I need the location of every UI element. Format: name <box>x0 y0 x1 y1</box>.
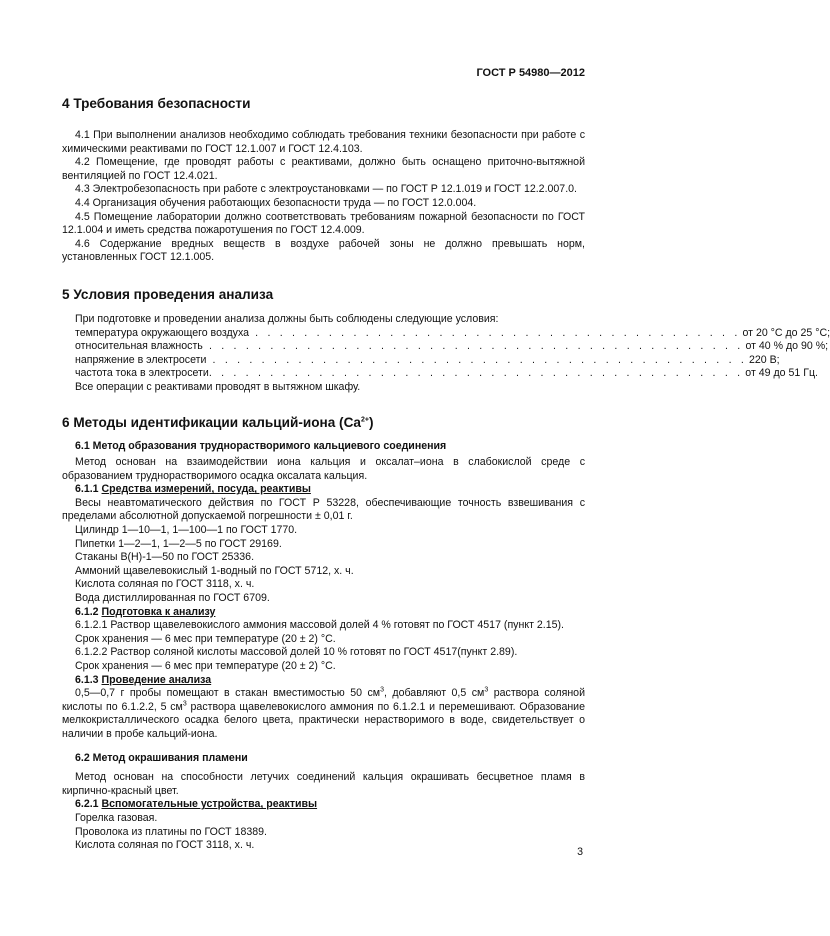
condition-row-voltage: напряжение в электросети . . . . . . . . . . . . . . . . . . . . . . . . . . . . . . . . . . . . . . . . . . . . 220 В; <box>75 353 780 366</box>
section-5-intro: При подготовке и проведении анализа должны быть соблюдены следующие условия: <box>75 312 499 325</box>
condition-value: от 20 °C до 25 °C; <box>742 326 830 339</box>
list-item: Кислота соляная по ГОСТ 3118, х. ч. <box>75 839 255 852</box>
list-item: Срок хранения — 6 мес при температуре (20 ± 2) °С. <box>75 632 336 645</box>
section-6-2-text: Метод основан на способности летучих соединений кальция окрашивать бесцветное пламя в кирпично-красный цвет. <box>62 771 585 797</box>
list-item: Цилиндр 1—10—1, 1—100—1 по ГОСТ 1770. <box>75 524 298 537</box>
document-header: ГОСТ Р 54980—2012 <box>476 67 585 79</box>
condition-row-humidity: относительная влажность . . . . . . . . . . . . . . . . . . . . . . . . . . . . . . . . . . . . . . . . . . . . от 40 % до 90 %; <box>75 340 829 353</box>
page-number: 3 <box>577 846 583 858</box>
list-item: Вода дистиллированная по ГОСТ 6709. <box>75 592 270 605</box>
paragraph-4-6: 4.6 Содержание вредных веществ в воздухе рабочей зоны не должно превышать норм, установленных ГОСТ 12.1.005. <box>62 237 585 264</box>
list-item: 6.1.2.1 Раствор щавелевокислого аммония массовой долей 4 % готовят по ГОСТ 4517 (пункт 2.15). <box>75 619 564 632</box>
document-body <box>62 96 830 853</box>
list-item: Горелка газовая. <box>75 811 158 824</box>
list-item: Проволока из платины по ГОСТ 18389. <box>75 825 268 838</box>
condition-row-temperature: температура окружающего воздуха . . . . . . . . . . . . . . . . . . . . . . . . . . . . . . . . . . . . . . . . от 20 °C до 25 °C; <box>75 326 830 339</box>
section-6-2-title: 6.2 Метод окрашивания пламени <box>75 751 248 764</box>
list-item: Весы неавтоматического действия по ГОСТ Р 53228, обеспечивающие точность взвешивания с пределами абсолютной допускаемой погрешности ± 0,01 г. <box>62 496 585 523</box>
list-item: Срок хранения — 6 мес при температуре (20 ± 2) °С. <box>75 660 336 672</box>
condition-value: от 49 до 51 Гц. <box>745 367 818 380</box>
section-6-1-2-heading: 6.1.2 Подготовка к анализу <box>75 605 216 618</box>
section-6-1-text: Метод основан на взаимодействии иона кальция и оксалат–иона в слабокислой среде с образованием труднорастворимого осадка оксалата кальция. <box>62 456 585 482</box>
list-item: Кислота соляная по ГОСТ 3118, х. ч. <box>75 578 255 591</box>
section-6-2-1-heading: 6.2.1 Вспомогательные устройства, реактивы <box>75 798 318 811</box>
list-item: Аммоний щавелевокислый 1-водный по ГОСТ 5712, х. ч. <box>75 564 354 577</box>
condition-value: от 40 % до 90 %; <box>745 340 829 353</box>
paragraph-4-4: 4.4 Организация обучения работающих безопасности труда — по ГОСТ 12.0.004. <box>75 196 477 209</box>
paragraph-4-5: 4.5 Помещение лаборатории должно соответствовать требованиям пожарной безопасности по ГОСТ 12.1.004 и иметь средства пожаротушения по ГОСТ 12.4.009. <box>62 210 585 237</box>
section-5-title: 5 Условия проведения анализа <box>62 286 274 302</box>
section-6-1-1-heading: 6.1.1 Средства измерений, посуда, реактивы <box>75 483 311 496</box>
condition-label: температура окружающего воздуха <box>75 326 250 339</box>
section-6-1-3-heading: 6.1.3 Проведение анализа <box>75 673 212 686</box>
section-4-title: 4 Требования безопасности <box>62 96 251 111</box>
condition-value: 220 В; <box>749 353 780 366</box>
list-item: 6.1.2.2 Раствор соляной кислоты массовой долей 10 % готовят по ГОСТ 4517(пункт 2.89). <box>75 646 518 659</box>
section-5-note: Все операции с реактивами проводят в вытяжном шкафу. <box>75 380 361 393</box>
condition-label: частота тока в электросети <box>75 367 209 380</box>
section-6-1-title: 6.1 Метод образования труднорастворимого кальциевого соединения <box>75 439 447 452</box>
paragraph-4-2: 4.2 Помещение, где проводят работы с реактивами, должно быть оснащено приточно-вытяжной вентиляцией по ГОСТ 12.4.021. <box>62 156 585 182</box>
condition-label: относительная влажность <box>75 340 203 353</box>
section-6-1-3-text: 0,5—0,7 г пробы помещают в стакан вместимостью 50 $см^3$, добавляют 0,5 $см^3$ раствора соляной кислоты по 6.1.2.2, 5 $см^3$ раствора щавелевокислого аммония по 6.1.2.1 и перемешивают. Образование мелкокристаллического осадка белого цвета, практически нерастворимого в воде, свидетельствует о наличии в пробе кальций-иона. <box>62 686 585 740</box>
list-item: Пипетки 1—2—1, 1—2—5 по ГОСТ 29169. <box>75 537 282 550</box>
section-6-title: 6 Методы идентификации кальций-иона $(Ca^{2+})$ <box>62 414 374 430</box>
paragraph-4-3: 4.3 Электробезопасность при работе с электроустановками — по ГОСТ Р 12.1.019 и ГОСТ 12.2.007.0. <box>75 183 577 196</box>
condition-label: напряжение в электросети <box>75 353 207 366</box>
condition-row-frequency: частота тока в электросети . . . . . . . . . . . . . . . . . . . . . . . . . . . . . . . . . . . . . . . . . . . . от 49 до 51 Гц. <box>75 367 818 380</box>
list-item: Стаканы В(Н)-1—50 по ГОСТ 25336. <box>75 551 255 564</box>
paragraph-4-1: 4.1 При выполнении анализов необходимо соблюдать требования техники безопасности при работе с химическими реактивами по ГОСТ 12.1.007 и ГОСТ 12.4.103. <box>62 129 585 155</box>
